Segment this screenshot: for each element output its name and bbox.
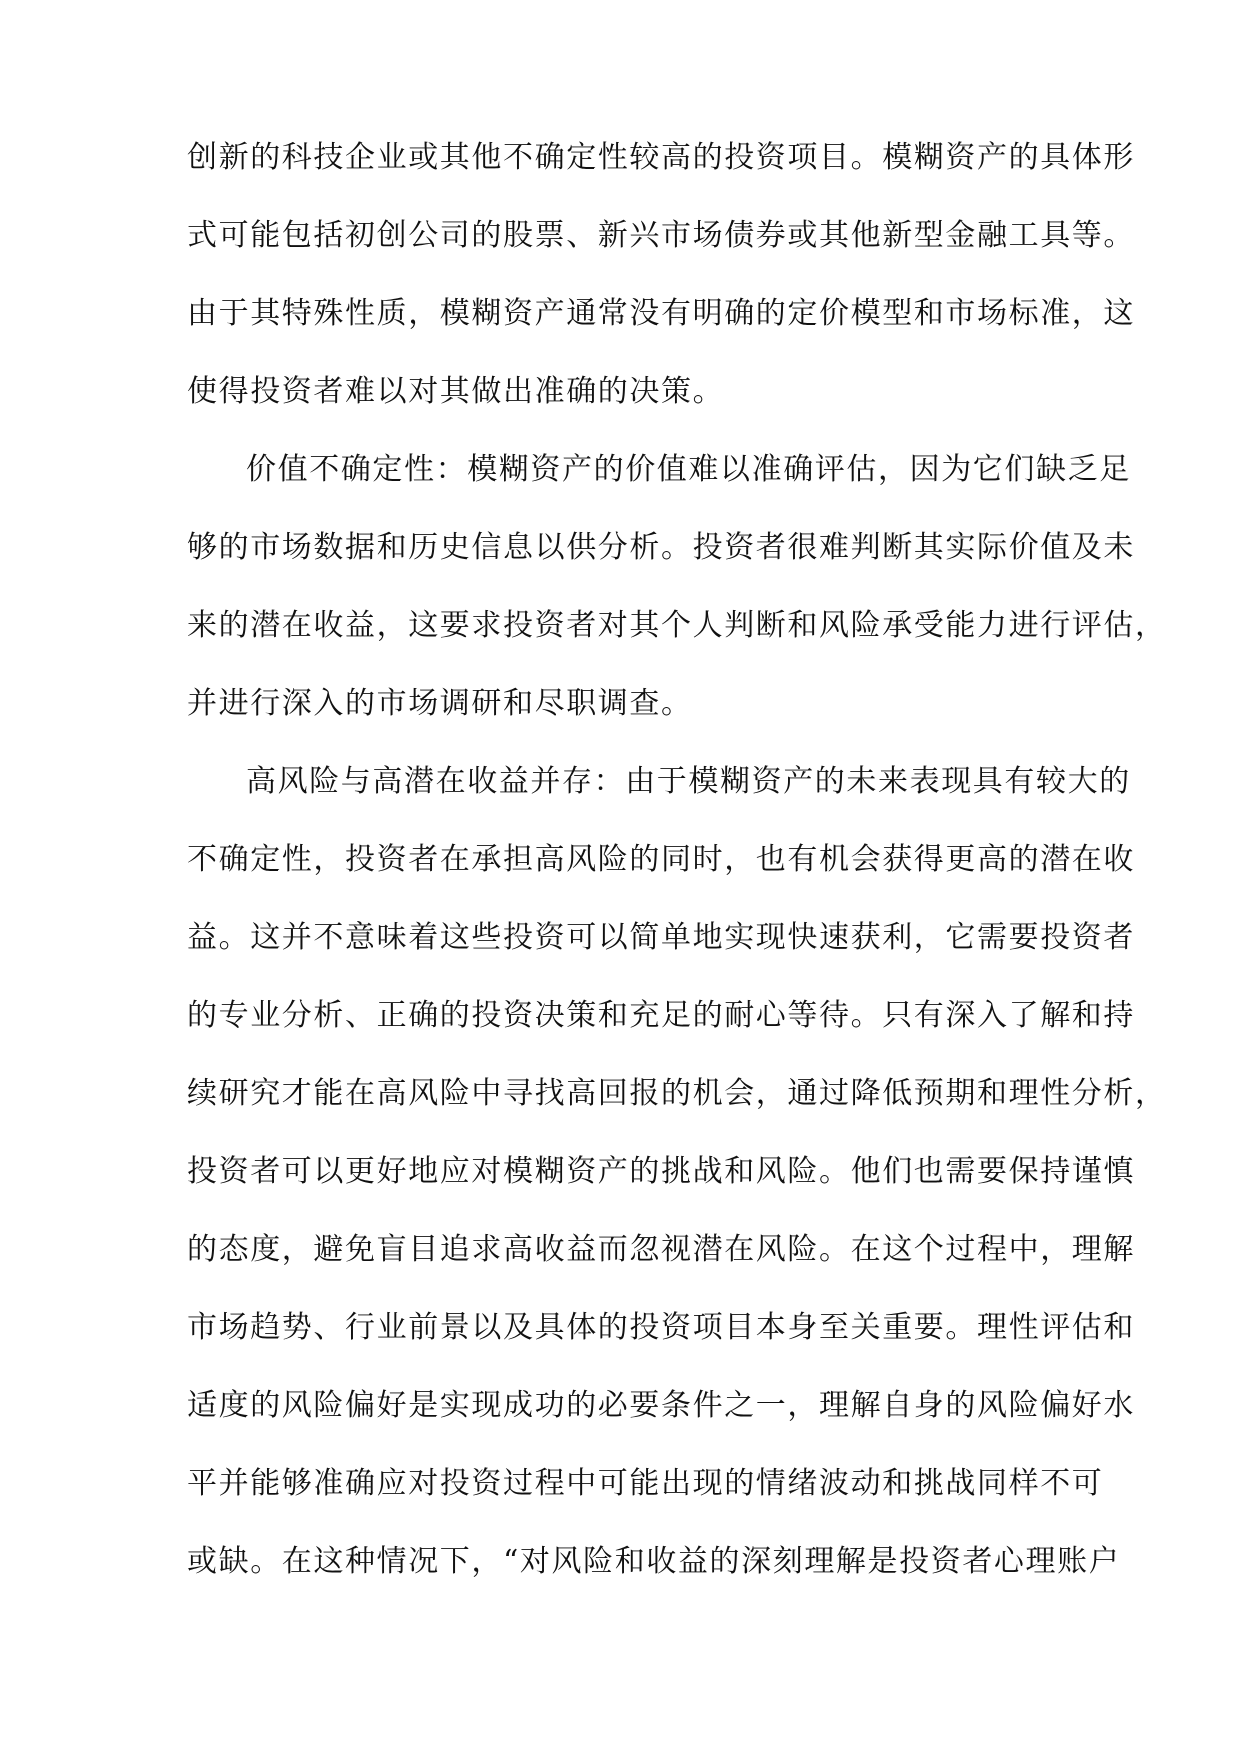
text-line: 由于其特殊性质，模糊资产通常没有明确的定价模型和市场标准，这 bbox=[187, 296, 1135, 331]
text-line: 投资者可以更好地应对模糊资产的挑战和风险。他们也需要保持谨慎 bbox=[187, 1154, 1135, 1189]
text-line: 创新的科技企业或其他不确定性较高的投资项目。模糊资产的具体形 bbox=[187, 140, 1135, 175]
text-line: 适度的风险偏好是实现成功的必要条件之一，理解自身的风险偏好水 bbox=[187, 1388, 1135, 1423]
text-line: 不确定性，投资者在承担高风险的同时，也有机会获得更高的潜在收 bbox=[187, 842, 1135, 877]
text-line: 使得投资者难以对其做出准确的决策。 bbox=[187, 374, 725, 409]
text-line: 或缺。在这种情况下，“对风险和收益的深刻理解是投资者心理账户 bbox=[187, 1544, 1121, 1579]
text-line: 式可能包括初创公司的股票、新兴市场债券或其他新型金融工具等。 bbox=[187, 218, 1135, 253]
text-line: 续研究才能在高风险中寻找高回报的机会，通过降低预期和理性分析， bbox=[187, 1076, 1167, 1111]
text-line: 市场趋势、行业前景以及具体的投资项目本身至关重要。理性评估和 bbox=[187, 1310, 1135, 1345]
text-line: 益。这并不意味着这些投资可以简单地实现快速获利，它需要投资者 bbox=[187, 920, 1135, 955]
text-line: 平并能够准确应对投资过程中可能出现的情绪波动和挑战同样不可 bbox=[187, 1466, 1104, 1501]
text-line: 的态度，避免盲目追求高收益而忽视潜在风险。在这个过程中，理解 bbox=[187, 1232, 1135, 1267]
text-line: 来的潜在收益，这要求投资者对其个人判断和风险承受能力进行评估， bbox=[187, 608, 1167, 643]
text-line: 够的市场数据和历史信息以供分析。投资者很难判断其实际价值及未 bbox=[187, 530, 1135, 565]
text-line: 并进行深入的市场调研和尽职调查。 bbox=[187, 686, 693, 721]
text-line: 的专业分析、正确的投资决策和充足的耐心等待。只有深入了解和持 bbox=[187, 998, 1135, 1033]
text-line: 高风险与高潜在收益并存：由于模糊资产的未来表现具有较大的 bbox=[246, 764, 1131, 799]
text-line: 价值不确定性：模糊资产的价值难以准确评估，因为它们缺乏足 bbox=[246, 452, 1131, 487]
